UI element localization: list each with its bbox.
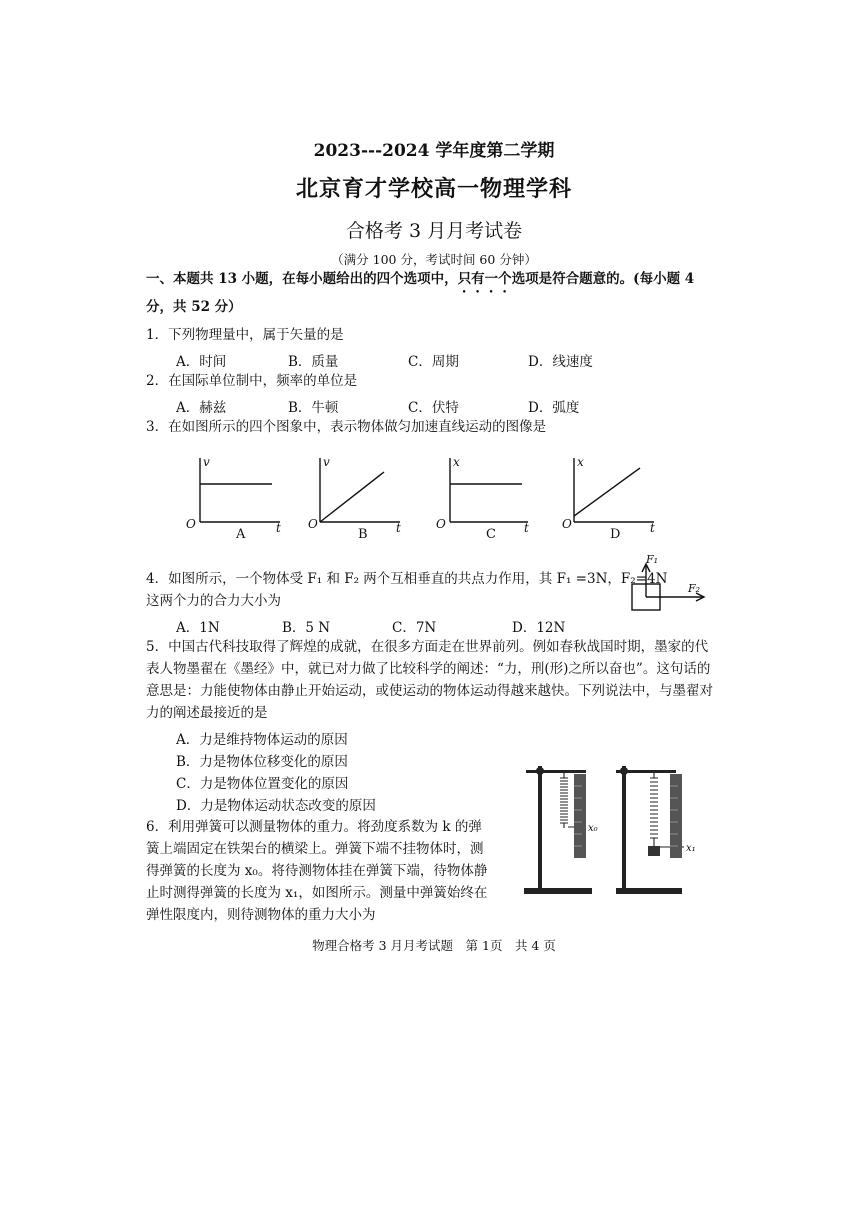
graph-c-axis-label: x	[453, 455, 460, 469]
q1-option-a: A．时间	[176, 354, 227, 370]
hanging-weight	[648, 846, 660, 856]
section-1-heading	[146, 268, 694, 296]
graph-d-axis-label: x	[577, 455, 584, 469]
q4-stem-line2: 这两个力的合力大小为	[146, 593, 281, 609]
section-1-heading-a: 一、本题共 13 小题，在每小题给出的四个选项中，	[146, 271, 458, 287]
graph-b-label: B	[358, 527, 368, 542]
q6-stem: 6．利用弹簧可以测量物体的重力。将劲度系数为 k 的弹簧上端固定在铁架台的横梁上。弹簧下端不挂物体时，测得弹簧的长度为 x₀。将待测物体挂在弹簧下端，待物体静止时测得弹簧的长度为 x₁，如图所示。测量中弹簧始终在弹性限度内，则待测物体的重力大小为	[146, 819, 488, 923]
exam-term: 2023---2024 学年度第二学期	[313, 141, 555, 161]
q4-force-diagram	[624, 552, 714, 616]
section-1-heading-emphasis: 只有一个	[457, 271, 512, 287]
ruler-left	[574, 774, 586, 858]
section-1-heading-line2: 分，共 52 分）	[146, 299, 242, 315]
q1-option-d: D．线速度	[528, 354, 593, 370]
q5-option-b: B．力是物体位移变化的原因	[176, 754, 348, 770]
q2-option-d: D．弧度	[528, 400, 580, 416]
q5-option-a: A．力是维持物体运动的原因	[176, 732, 348, 748]
q1-option-b: B．质量	[288, 354, 339, 370]
q5-option-c: C．力是物体位置变化的原因	[176, 776, 349, 792]
stand-right	[616, 766, 696, 894]
q6-spring-diagram	[516, 756, 716, 896]
graph-b-line	[320, 472, 384, 522]
graph-b	[320, 458, 400, 522]
q4-option-d: D．12N	[512, 620, 566, 636]
spring-x0-label: x₀	[588, 823, 598, 834]
graph-a	[200, 458, 280, 522]
q2-stem: 2．在国际单位制中，频率的单位是	[146, 373, 358, 389]
graph-d-label: D	[610, 527, 621, 542]
graph-d-line	[574, 468, 640, 516]
q5-option-d: D．力是物体运动状态改变的原因	[176, 798, 376, 814]
q4-option-b: B．5 N	[282, 620, 331, 636]
graph-a-t: t	[276, 521, 281, 535]
graph-c-label: C	[486, 527, 496, 542]
force-f1-label: F₁	[646, 553, 659, 566]
q1-option-c: C．周期	[408, 354, 459, 370]
graph-a-origin: O	[186, 517, 196, 531]
graph-c	[450, 458, 528, 522]
q1-stem: 1．下列物理量中，属于矢量的是	[146, 327, 344, 343]
exam-school-title: 北京育才学校高一物理学科	[295, 176, 572, 202]
stand-left	[524, 766, 598, 894]
q4-option-a: A．1N	[176, 620, 220, 636]
graph-a-axis-label: v	[203, 455, 210, 469]
q3-stem: 3．在如图所示的四个图象中，表示物体做匀加速直线运动的图像是	[146, 419, 547, 435]
graph-d-origin: O	[562, 517, 572, 531]
graph-c-origin: O	[436, 517, 446, 531]
q4-option-c: C．7N	[392, 620, 437, 636]
q2-option-c: C．伏特	[408, 400, 459, 416]
q2-option-b: B．牛顿	[288, 400, 339, 416]
q3-graphs	[180, 450, 680, 546]
graph-b-axis-label: v	[323, 455, 330, 469]
q5-stem: 5．中国古代科技取得了辉煌的成就，在很多方面走在世界前列。例如春秋战国时期，墨家的代表人物墨翟在《墨经》中，就已对力做了比较科学的阐述：“力，刑(形)之所以奋也”。这句话的意思是：力能使物体由静止开始运动，或使运动的物体运动得越来越快。下列说法中，与墨翟对力的阐述最接近的是	[146, 639, 713, 721]
graph-b-origin: O	[308, 517, 318, 531]
section-1-heading-b: 选项是符合题意的。(每小题 4	[511, 271, 695, 287]
exam-note: （满分 100 分，考试时间 60 分钟）	[331, 252, 537, 267]
page-footer: 物理合格考 3 月月考试题 第 1页 共 4 页	[312, 938, 556, 953]
q4-stem-line1: 4．如图所示，一个物体受 F₁ 和 F₂ 两个互相垂直的共点力作用，其 F₁ =3N，F₂=4N	[146, 571, 668, 587]
spring-x1-label: x₁	[686, 843, 696, 854]
q2-option-a: A．赫兹	[176, 400, 227, 416]
force-f2-label: F₂	[688, 582, 701, 595]
exam-name: 合格考 3 月月考试卷	[345, 220, 523, 242]
graph-d	[574, 458, 654, 522]
graph-d-t: t	[650, 521, 655, 535]
graph-b-t: t	[396, 521, 401, 535]
graph-a-label: A	[236, 527, 246, 542]
ruler-right	[670, 774, 682, 858]
graph-c-t: t	[524, 521, 529, 535]
